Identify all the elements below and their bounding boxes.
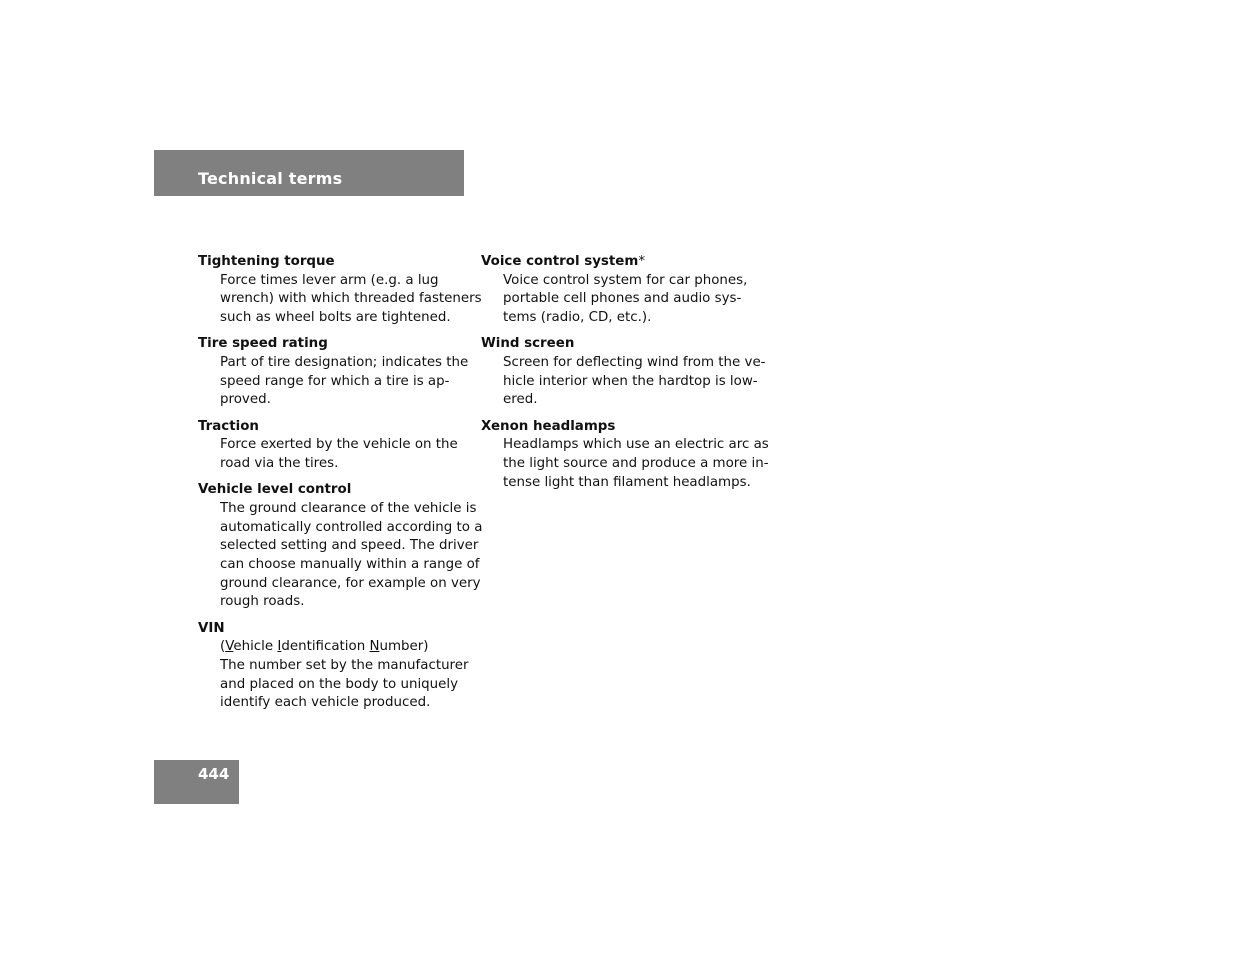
page-number-tab xyxy=(154,760,239,804)
definition-line: the light source and produce a more in- xyxy=(503,456,769,472)
vin-expansion xyxy=(220,638,468,657)
definition-line: and placed on the body to uniquely xyxy=(220,676,459,692)
definition-line: rough roads. xyxy=(220,594,305,610)
definition-line: The ground clearance of the vehicle is xyxy=(220,500,477,516)
expansion-initial: N xyxy=(369,639,380,655)
term-title: Wind screen xyxy=(481,336,575,352)
definition-line: selected setting and speed. The driver xyxy=(220,538,479,554)
term-title: Traction xyxy=(198,418,259,434)
term-title: Xenon headlamps xyxy=(481,418,616,434)
term-entry xyxy=(198,253,482,328)
term-definition xyxy=(503,436,769,492)
expansion-initial: I xyxy=(277,639,282,655)
term-entry xyxy=(198,418,468,474)
definition-line: Force times lever arm (e.g. a lug xyxy=(220,272,439,288)
definition-line: identify each vehicle produced. xyxy=(220,695,431,711)
definition-line: Force exerted by the vehicle on the xyxy=(220,437,458,453)
definition-line: wrench) with which threaded fasteners xyxy=(220,291,482,307)
page-number: 444 xyxy=(198,765,230,783)
definition-line: speed range for which a tire is ap- xyxy=(220,373,450,389)
term-definition xyxy=(503,272,756,328)
definition-line: Screen for deflecting wind from the ve- xyxy=(503,355,766,371)
expansion-part: umber) xyxy=(379,639,429,655)
right-column xyxy=(481,253,769,500)
expansion-initial: V xyxy=(225,639,234,655)
expansion-part: dentification xyxy=(281,639,370,655)
term-entry xyxy=(481,335,766,410)
section-header-bar xyxy=(154,150,464,196)
term-definition xyxy=(220,436,468,473)
term-title: Tire speed rating xyxy=(198,336,328,352)
definition-line: hicle interior when the hardtop is low- xyxy=(503,373,758,389)
definition-line: The number set by the manufacturer xyxy=(220,658,469,674)
definition-line: Voice control system for car phones, xyxy=(503,272,748,288)
term-entry xyxy=(198,481,483,612)
term-entry xyxy=(198,335,468,410)
expansion-part: ehicle xyxy=(233,639,278,655)
term-definition xyxy=(220,354,468,410)
term-definition xyxy=(220,500,483,612)
definition-line: Part of tire designation; indicates the xyxy=(220,355,469,371)
definition-line: ground clearance, for example on very xyxy=(220,575,481,591)
optional-equipment-marker: * xyxy=(638,254,646,269)
term-title: Tightening torque xyxy=(198,254,335,269)
term-definition xyxy=(503,354,766,410)
definition-line: portable cell phones and audio sys- xyxy=(503,291,742,307)
term-entry xyxy=(198,620,468,714)
term-definition xyxy=(220,272,482,328)
term-entry xyxy=(481,418,769,493)
definition-line: such as wheel bolts are tightened. xyxy=(220,310,451,326)
term-entry xyxy=(481,253,756,328)
term-title: VIN xyxy=(198,620,225,636)
section-title: Technical terms xyxy=(198,169,343,188)
term-title xyxy=(481,253,756,272)
definition-line: automatically controlled according to a xyxy=(220,519,483,535)
term-definition xyxy=(220,638,468,713)
definition-line: proved. xyxy=(220,392,271,408)
definition-line: tense light than filament headlamps. xyxy=(503,474,751,490)
expansion-part: ( xyxy=(220,639,226,655)
term-title-text: Voice control system xyxy=(481,254,639,269)
definition-line: road via the tires. xyxy=(220,456,339,472)
definition-line: can choose manually within a range of xyxy=(220,557,480,573)
definition-line: tems (radio, CD, etc.). xyxy=(503,310,652,326)
left-column xyxy=(198,253,483,721)
term-title: Vehicle level control xyxy=(198,482,352,498)
definition-line: Headlamps which use an electric arc as xyxy=(503,437,769,453)
definition-line: ered. xyxy=(503,392,538,408)
